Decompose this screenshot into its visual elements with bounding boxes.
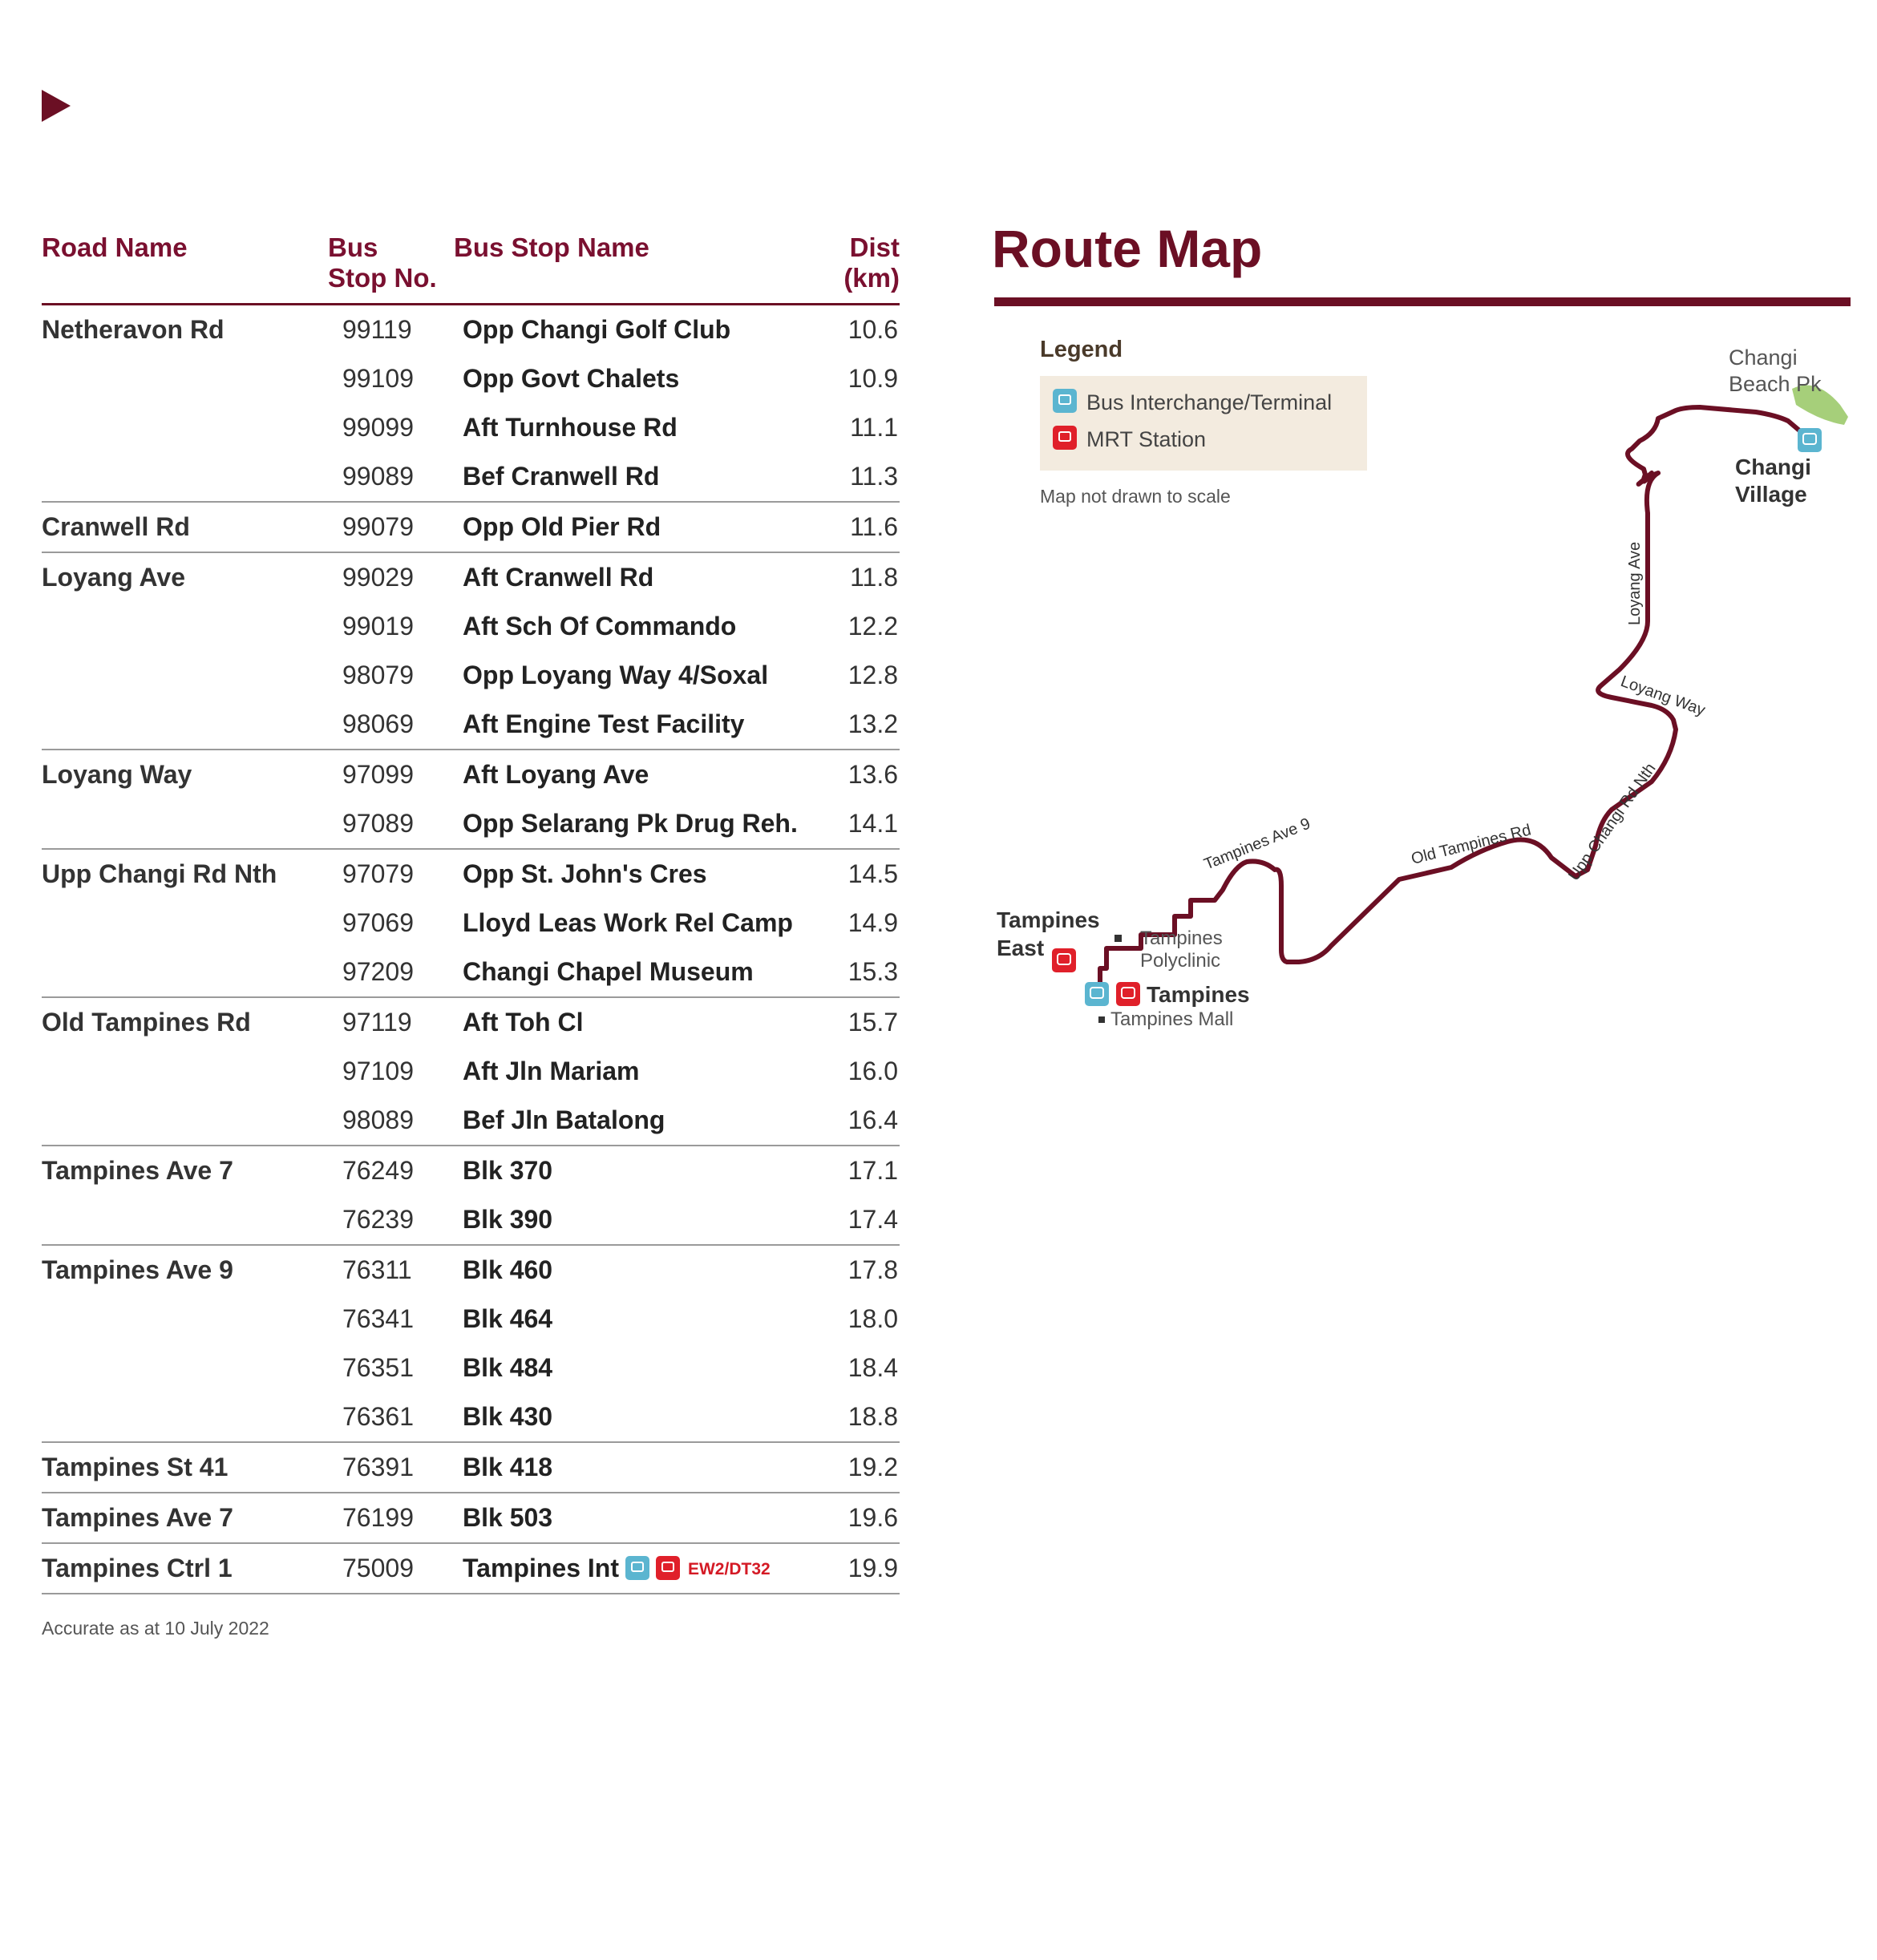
bus-stop-name <box>463 1195 552 1244</box>
road-group <box>42 1443 900 1493</box>
table-row <box>42 1146 900 1195</box>
road-group <box>42 850 900 998</box>
section-arrow-icon <box>42 90 71 122</box>
bus-interchange-icon <box>625 1556 649 1580</box>
header-road-name: Road Name <box>42 232 188 262</box>
legend-title: Legend <box>1040 337 1123 362</box>
table-row <box>42 850 900 899</box>
bus-stop-name <box>463 998 583 1047</box>
table-row <box>42 651 900 700</box>
table-row <box>42 1195 900 1244</box>
distance-km: 11.6 <box>850 512 898 541</box>
bus-stop-name <box>463 948 754 996</box>
bus-stop-no: 99109 <box>342 364 414 393</box>
distance-km: 15.7 <box>847 1008 898 1037</box>
bus-stop-name <box>463 1392 552 1441</box>
bus-stop-name-text: Lloyd Leas Work Rel Camp <box>463 908 793 937</box>
label-tampines: Tampines <box>1147 982 1250 1007</box>
road-name: Old Tampines Rd <box>42 1008 251 1037</box>
road-group <box>42 503 900 553</box>
road-name: Loyang Way <box>42 760 192 789</box>
bus-stop-name <box>463 1096 665 1145</box>
road-name: Tampines Ctrl 1 <box>42 1554 233 1582</box>
distance-km: 16.4 <box>847 1105 898 1134</box>
bus-stop-name <box>463 799 798 848</box>
label-changi-beach-pk-2: Beach Pk <box>1729 372 1822 396</box>
table-row <box>42 553 900 602</box>
table-row <box>42 602 900 651</box>
table-row <box>42 1047 900 1096</box>
bus-stop-name-text: Blk 464 <box>463 1304 553 1333</box>
mrt-station-icon <box>656 1556 680 1580</box>
road-group <box>42 305 900 503</box>
bus-stop-name <box>463 1146 552 1195</box>
table-row <box>42 899 900 948</box>
table-header <box>42 232 900 305</box>
label-changi-beach-pk-1: Changi <box>1729 346 1798 370</box>
legend-label-bus: Bus Interchange/Terminal <box>1086 390 1333 414</box>
label-tampines-east-1: Tampines <box>997 907 1100 932</box>
road-group <box>42 1246 900 1443</box>
legend-label-mrt: MRT Station <box>1086 427 1207 451</box>
bus-stop-no: 97099 <box>342 760 414 789</box>
bus-stop-name-text: Opp Govt Chalets <box>463 364 680 393</box>
bus-stop-name <box>463 403 678 452</box>
table-row <box>42 305 900 354</box>
bus-stop-name-text: Blk 484 <box>463 1353 553 1382</box>
accuracy-footnote: Accurate as at 10 July 2022 <box>42 1618 269 1639</box>
header-bus-stop-no: Bus Stop No. <box>328 232 437 293</box>
label-tampines-polyclinic-2: Polyclinic <box>1140 950 1221 972</box>
table-row <box>42 1096 900 1145</box>
bus-stop-name-text: Aft Loyang Ave <box>463 760 649 789</box>
bus-stop-name <box>463 899 793 948</box>
bus-stop-name <box>463 1544 771 1594</box>
distance-km: 14.1 <box>847 809 898 838</box>
bus-stop-name <box>463 354 679 403</box>
label-loyang-way: Loyang Way <box>1618 673 1708 720</box>
table-row <box>42 1443 900 1492</box>
bus-stop-name <box>463 1047 639 1096</box>
tampines-east-mrt-icon <box>1052 948 1076 972</box>
bus-stop-no: 99099 <box>342 413 414 442</box>
distance-km: 10.9 <box>847 364 898 393</box>
table-row <box>42 799 900 848</box>
distance-km: 11.8 <box>850 563 898 592</box>
distance-km: 18.8 <box>847 1402 898 1431</box>
bus-stop-name <box>463 700 744 749</box>
mrt-line-code: EW2/DT32 <box>687 1560 771 1578</box>
table-row <box>42 503 900 552</box>
distance-km: 14.9 <box>847 908 898 937</box>
distance-km: 17.8 <box>847 1255 898 1284</box>
bus-stop-name-text: Bef Cranwell Rd <box>463 462 660 491</box>
bus-stop-no: 76361 <box>342 1402 414 1431</box>
bus-stop-no: 98079 <box>342 661 414 689</box>
bus-stop-name-text: Changi Chapel Museum <box>463 957 754 986</box>
label-loyang-ave: Loyang Ave <box>1626 541 1644 625</box>
bus-stop-name-text: Blk 503 <box>463 1503 553 1532</box>
bus-stop-name <box>463 1493 552 1542</box>
distance-km: 18.4 <box>847 1353 898 1382</box>
table-row <box>42 998 900 1047</box>
road-group <box>42 750 900 850</box>
bus-stop-name <box>463 602 736 651</box>
distance-km: 12.2 <box>847 612 898 641</box>
label-changi-village-1: Changi <box>1735 455 1811 479</box>
bus-stop-name-text: Aft Sch Of Commando <box>463 612 737 641</box>
bus-stop-no: 99079 <box>342 512 414 541</box>
bus-stop-name-text: Blk 430 <box>463 1402 553 1431</box>
table-row <box>42 354 900 403</box>
distance-km: 18.0 <box>847 1304 898 1333</box>
tampines-mall-marker <box>1098 1016 1105 1023</box>
table-row <box>42 1493 900 1542</box>
distance-km: 14.5 <box>847 859 898 888</box>
table-row <box>42 452 900 501</box>
bus-stop-no: 98069 <box>342 709 414 738</box>
bus-stop-name-text: Blk 418 <box>463 1453 553 1481</box>
bus-stop-no: 97089 <box>342 809 414 838</box>
label-tampines-mall: Tampines Mall <box>1110 1008 1234 1030</box>
distance-km: 13.6 <box>847 760 898 789</box>
bus-stop-name-text: Blk 370 <box>463 1156 553 1185</box>
road-name: Tampines Ave 7 <box>42 1503 233 1532</box>
bus-stop-name <box>463 452 659 501</box>
road-group <box>42 1493 900 1544</box>
bus-stop-name <box>463 850 707 899</box>
bus-stop-no: 76311 <box>342 1255 412 1284</box>
distance-km: 10.6 <box>847 315 898 344</box>
bus-stop-name <box>463 553 653 602</box>
distance-km: 16.0 <box>847 1057 898 1085</box>
road-group <box>42 1146 900 1246</box>
bus-stop-name-text: Aft Turnhouse Rd <box>463 413 678 442</box>
bus-stop-no: 98089 <box>342 1105 414 1134</box>
distance-km: 12.8 <box>847 661 898 689</box>
tampines-mrt-icon <box>1116 982 1140 1006</box>
road-group <box>42 998 900 1146</box>
title-rule <box>994 297 1851 306</box>
road-name: Upp Changi Rd Nth <box>42 859 277 888</box>
route-map <box>994 321 1876 1066</box>
bus-stop-name-text: Blk 460 <box>463 1255 553 1284</box>
table-body <box>42 305 900 1594</box>
bus-stop-name-text: Opp Changi Golf Club <box>463 315 731 344</box>
bus-stop-no: 76351 <box>342 1353 414 1382</box>
bus-stop-name <box>463 1246 552 1295</box>
distance-km: 11.3 <box>850 462 898 491</box>
distance-km: 11.1 <box>850 413 898 442</box>
bus-stop-name-text: Opp St. John's Cres <box>463 859 707 888</box>
bus-stop-table <box>42 232 900 1594</box>
bus-stop-name-text: Tampines Int <box>463 1554 619 1582</box>
route-map-title: Route Map <box>992 219 1263 278</box>
road-name: Tampines St 41 <box>42 1453 229 1481</box>
bus-stop-name-text: Opp Old Pier Rd <box>463 512 661 541</box>
bus-stop-no: 99119 <box>342 315 412 344</box>
table-row <box>42 1392 900 1441</box>
tampines-polyclinic-marker <box>1114 935 1122 942</box>
tampines-interchange-icon <box>1085 982 1109 1006</box>
bus-stop-no: 76249 <box>342 1156 414 1185</box>
bus-stop-no: 76391 <box>342 1453 414 1481</box>
label-tampines-polyclinic-1: Tampines <box>1140 927 1223 949</box>
changi-village-interchange-icon <box>1798 428 1822 452</box>
header-bus-stop-name: Bus Stop Name <box>454 232 649 262</box>
distance-km: 19.9 <box>847 1554 898 1582</box>
bus-stop-no: 99019 <box>342 612 414 641</box>
bus-stop-name-text: Blk 390 <box>463 1205 553 1234</box>
table-row <box>42 1295 900 1344</box>
bus-stop-no: 76239 <box>342 1205 414 1234</box>
route-line <box>1100 407 1809 982</box>
bus-stop-name-text: Aft Toh Cl <box>463 1008 584 1037</box>
bus-stop-name <box>463 1443 552 1492</box>
bus-stop-name <box>463 503 661 552</box>
bus-stop-no: 97119 <box>342 1008 412 1037</box>
bus-stop-name <box>463 305 730 354</box>
table-row <box>42 750 900 799</box>
road-name: Netheravon Rd <box>42 315 225 344</box>
distance-km: 17.1 <box>847 1156 898 1185</box>
bus-stop-name-text: Aft Cranwell Rd <box>463 563 654 592</box>
bus-stop-name-text: Opp Loyang Way 4/Soxal <box>463 661 769 689</box>
road-group <box>42 1544 900 1594</box>
table-row <box>42 700 900 749</box>
bus-stop-no: 97079 <box>342 859 414 888</box>
bus-stop-name-text: Aft Engine Test Facility <box>463 709 745 738</box>
bus-stop-name <box>463 1295 552 1344</box>
table-row <box>42 403 900 452</box>
legend-note: Map not drawn to scale <box>1040 486 1231 507</box>
distance-km: 15.3 <box>847 957 898 986</box>
distance-km: 19.2 <box>847 1453 898 1481</box>
bus-stop-no: 97209 <box>342 957 414 986</box>
table-row <box>42 1344 900 1392</box>
road-name: Tampines Ave 9 <box>42 1255 233 1284</box>
label-tampines-ave-9: Tampines Ave 9 <box>1201 814 1313 874</box>
table-row <box>42 1544 900 1593</box>
bus-stop-no: 76199 <box>342 1503 414 1532</box>
bus-stop-no: 99089 <box>342 462 414 491</box>
road-group <box>42 553 900 750</box>
bus-stop-name <box>463 651 768 700</box>
distance-km: 17.4 <box>847 1205 898 1234</box>
road-name: Cranwell Rd <box>42 512 190 541</box>
bus-stop-name-text: Aft Jln Mariam <box>463 1057 640 1085</box>
header-dist: Dist (km) <box>843 232 900 293</box>
label-upp-changi-rd-nth: Upp Changi Rd Nth <box>1565 760 1660 884</box>
bus-stop-no: 99029 <box>342 563 414 592</box>
bus-stop-name <box>463 750 649 799</box>
bus-stop-name-text: Opp Selarang Pk Drug Reh. <box>463 809 798 838</box>
label-changi-village-2: Village <box>1735 482 1807 507</box>
distance-km: 13.2 <box>847 709 898 738</box>
label-tampines-east-2: East <box>997 936 1045 960</box>
bus-stop-no: 97109 <box>342 1057 414 1085</box>
distance-km: 19.6 <box>847 1503 898 1532</box>
label-old-tampines-rd: Old Tampines Rd <box>1409 821 1533 868</box>
table-row <box>42 948 900 996</box>
road-name: Tampines Ave 7 <box>42 1156 233 1185</box>
bus-stop-no: 97069 <box>342 908 414 937</box>
bus-stop-no: 75009 <box>342 1554 414 1582</box>
table-row <box>42 1246 900 1295</box>
bus-stop-name-text: Bef Jln Batalong <box>463 1105 665 1134</box>
bus-stop-name <box>463 1344 552 1392</box>
bus-stop-no: 76341 <box>342 1304 414 1333</box>
road-name: Loyang Ave <box>42 563 185 592</box>
